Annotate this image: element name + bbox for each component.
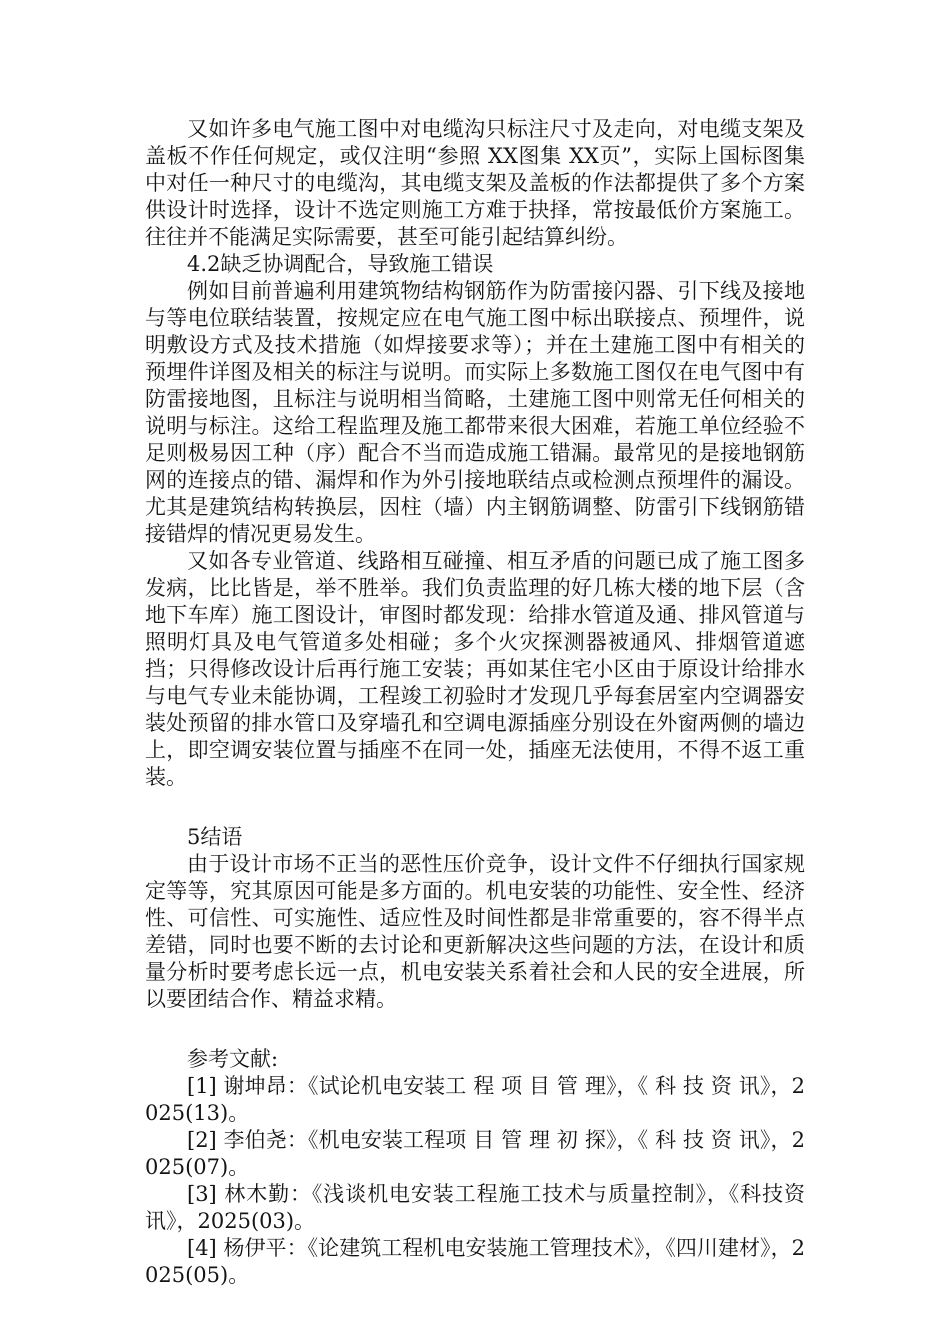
section-heading-5: 5结语 [187,825,243,849]
references-heading: 参考文献: [187,1047,279,1071]
paragraph-conclusion: 由于设计市场不正当的恶性压价竞争，设计文件不仔细执行国家规定等等，究其原因可能是多方面的。机电安装的功能性、安全性、经济性、可信性、可实施性、适应性及时间性都是非常重要的，容不得半点差错，同时也要不断的去讨论和更新解决这些问题的方法，在设计和质量分析时要考虑长远一点，机电安装关系着社会和人民的安全进展，所以要团结合作、精益求精。 [145,852,805,1011]
reference-item-3: [3] 林木勤：《浅谈机电安装工程施工技术与质量控制》，《科技资讯》，2025(03)。 [145,1182,805,1233]
document-page [145,116,805,1289]
paragraph-pipe-conflicts: 又如各专业管道、线路相互碰撞、相互矛盾的问题已成了施工图多发病，比比皆是，举不胜举。我们负责监理的好几栋大楼的地下层（含地下车库）施工图设计，审图时都发现：给排水管道及通、排风管道与照明灯具及电气管道多处相碰；多个火灾探测器被通风、排烟管道遮挡；只得修改设计后再行施工安装；再如某住宅小区由于原设计给排水与电气专业未能协调，工程竣工初验时才发现几乎每套居室内空调器安装处预留的排水管口及穿墙孔和空调电源插座分别设在外窗两侧的墙边上，即空调安装位置与插座不在同一处，插座无法使用，不得不返工重装。 [145,549,805,789]
reference-item-1: [1] 谢坤昂：《试论机电安装工 程 项 目 管 理》，《 科 技 资 讯》，2025(13)。 [145,1074,805,1125]
section-heading-4-2: 4.2缺乏协调配合，导致施工错误 [187,252,494,276]
reference-item-2: [2] 李伯尧：《机电安装工程项 目 管 理 初 探》，《 科 技 资 讯》，2025(07)。 [145,1128,805,1179]
paragraph-lightning-protection: 例如目前普遍利用建筑物结构钢筋作为防雷接闪器、引下线及接地与等电位联结装置，按规定应在电气施工图中标出联接点、预埋件，说明敷设方式及技术措施（如焊接要求等）；并在土建施工图中有相关的预埋件详图及相关的标注与说明。而实际上多数施工图仅在电气图中有防雷接地图，且标注与说明相当简略，土建施工图中则常无任何相关的说明与标注。这给工程监理及施工都带来很大困难，若施工单位经验不足则极易因工种（序）配合不当而造成施工错漏。最常见的是接地钢筋网的连接点的错、漏焊和作为外引接地联结点或检测点预埋件的漏设。尤其是建筑结构转换层，因柱（墙）内主钢筋调整、防雷引下线钢筋错接错焊的情况更易发生。 [145,279,805,546]
paragraph-cable-trench: 又如许多电气施工图中对电缆沟只标注尺寸及走向，对电缆支架及盖板不作任何规定，或仅注明“参照 XX图集 XX页”，实际上国标图集中对任一种尺寸的电缆沟，其电缆支架及盖板的作法都提供了多个方案供设计时选择，设计不选定则施工方难于抉择，常按最低价方案施工。往往并不能满足实际需要，甚至可能引起结算纠纷。 [145,117,805,249]
reference-item-4: [4] 杨伊平：《论建筑工程机电安装施工管理技术》，《四川建材》，2025(05)。 [145,1236,805,1287]
